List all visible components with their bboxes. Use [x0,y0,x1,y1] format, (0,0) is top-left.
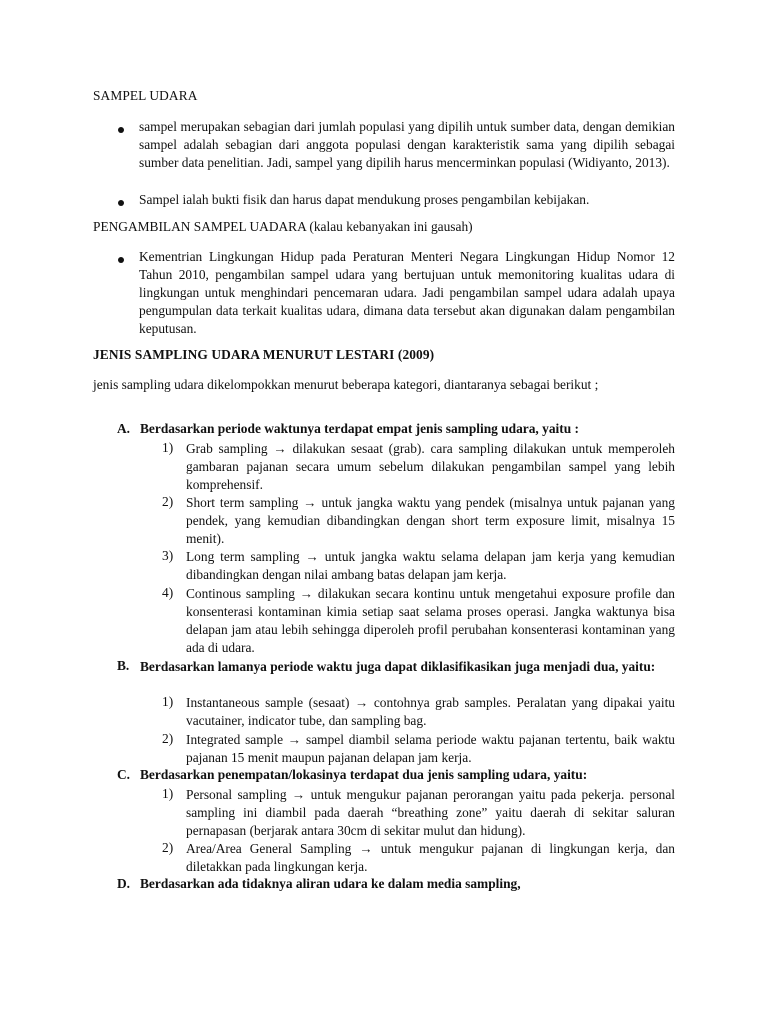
item-text: Integrated sample → sampel diambil selama periode waktu pajanan tertentu, baik waktu pajanan 15 menit maupun pajanan delapan jam kerja. [186,732,675,765]
bullet-marker [118,257,124,263]
bullet-text: Kementrian Lingkungan Hidup pada Peraturan Menteri Negara Lingkungan Hidup Nomor 12 Tahun 2010, pengambilan sampel udara yang bertujuan untuk memonitoring kualitas udara di lingkungan untuk menghindari pencemaran udara. Jadi pengambilan sampel udara adalah upaya pengumpulan data terkait kualitas udara, dimana data tersebut akan digunakan dalam pengambilan keputusan. [139,249,675,336]
item-number: 2) [162,731,174,746]
item-text: Short term sampling → untuk jangka waktu yang pendek (misalnya untuk pajanan yang pendek, yang kemudian dibandingkan dengan short term exposure limit, misalnya 15 menit). [186,495,675,546]
bullet-marker [118,127,124,133]
item-text: Long term sampling → untuk jangka waktu selama delapan jam kerja yang kemudian dibandingkan dengan nilai ambang batas delapan jam kerja. [186,549,675,582]
group-marker: C. [117,767,131,782]
bullet-marker [118,200,124,206]
item-text: Area/Area General Sampling → untuk mengukur pajanan di lingkungan kerja, dan diletakkan pada lingkungan kerja. [186,841,675,874]
item-text: Grab sampling → dilakukan sesaat (grab). cara sampling dilakukan untuk memperoleh gambaran pajanan secara umum sebelum dilakukan pengambilan sampel yang lebih komprehensif. [186,441,675,492]
section-title-line [93,219,473,235]
item-text: Continous sampling → dilakukan secara kontinu untuk mengetahui exposure profile dan konsenterasi kontaminan kimia setiap saat selama proses operasi. Jangka waktunya bisa delapan jam atau lebih sehingga diperoleh profil perubahan konsenterasi kontaminan yang ada di udara. [186,586,675,655]
item-number: 1) [162,694,174,709]
item-number: 2) [162,494,174,509]
section-title-jenis-sampling: JENIS SAMPLING UDARA MENURUT LESTARI (2009) [93,347,435,362]
item-number: 3) [162,548,174,563]
section-note: (kalau kebanyakan ini gausah) [309,219,473,234]
item-number: 1) [162,786,174,801]
item-number: 2) [162,840,174,855]
group-heading: Berdasarkan penempatan/lokasinya terdapat dua jenis sampling udara, yaitu: [140,767,588,782]
item-number: 1) [162,440,174,455]
section-title-pengambilan: PENGAMBILAN SAMPEL UADARA [93,219,307,234]
group-heading: Berdasarkan ada tidaknya aliran udara ke dalam media sampling, [140,876,521,891]
group-heading: Berdasarkan periode waktunya terdapat empat jenis sampling udara, yaitu : [140,421,579,436]
item-text: Personal sampling → untuk mengukur pajanan perorangan yaitu pada pekerja. personal sampling ini diambil pada daerah “breathing zone” yaitu daerah di sekitar saluran pernapasan (berjarak antara 30cm di sekitar mulut dan hidung). [186,787,675,838]
item-text: Instantaneous sample (sesaat) → contohnya grab samples. Peralatan yang dipakai yaitu vacutainer, indicator tube, dan sampling bag. [186,695,675,728]
bullet-text: Sampel ialah bukti fisik dan harus dapat mendukung proses pengambilan kebijakan. [139,192,590,207]
bullet-text: sampel merupakan sebagian dari jumlah populasi yang dipilih untuk sumber data, dengan demikian sampel adalah sebagian dari anggota populasi dengan karakteristik sama yang dipilih sebagai sumber data penelitian. Jadi, sampel yang dipilih harus mencerminkan populasi (Widiyanto, 2013). [139,119,675,170]
group-marker: B. [117,658,130,673]
section-title-sampel-udara: SAMPEL UDARA [93,88,198,103]
section-intro: jenis sampling udara dikelompokkan menurut beberapa kategori, diantaranya sebagai berikut ; [93,377,599,392]
group-heading: Berdasarkan lamanya periode waktu juga dapat diklasifikasikan juga menjadi dua, yaitu: [140,659,656,674]
item-number: 4) [162,585,174,600]
group-marker: A. [117,421,131,436]
group-marker: D. [117,876,131,891]
